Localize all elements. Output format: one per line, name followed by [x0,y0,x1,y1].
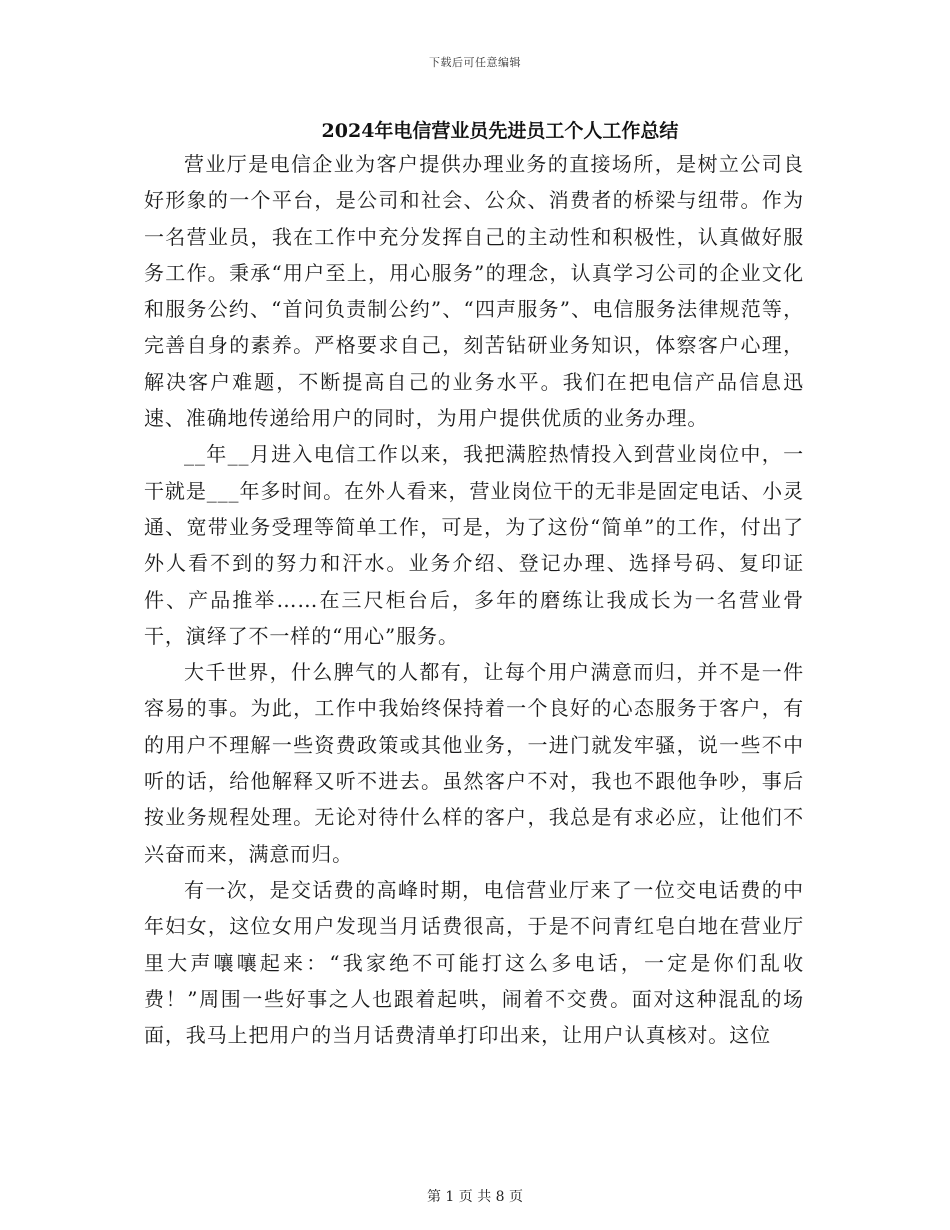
paragraph-2: __年__月进入电信工作以来，我把满腔热情投入到营业岗位中，一干就是___年多时间。在外人看来，营业岗位干的无非是固定电话、小灵通、宽带业务受理等简单工作，可是，为了这份“简单”的工作，付出了外人看不到的努力和汗水。业务介绍、登记办理、选择号码、复印证件、产品推举……在三尺柜台后，多年的磨练让我成长为一名营业骨干，演绎了不一样的“用心”服务。 [144,442,804,648]
paragraph-1: 营业厅是电信企业为客户提供办理业务的直接场所，是树立公司良好形象的一个平台，是公司和社会、公众、消费者的桥梁与纽带。作为一名营业员，我在工作中充分发挥自己的主动性和积极性，认真做好服务工作。秉承“用户至上，用心服务”的理念，认真学习公司的企业文化和服务公约、“首问负责制公约”、“四声服务”、电信服务法律规范等，完善自身的素养。严格要求自己，刻苦钻研业务知识，体察客户心理，解决客户难题，不断提高自己的业务水平。我们在把电信产品信息迅速、准确地传递给用户的同时，为用户提供优质的业务办理。 [144,152,804,431]
document-title: 2024年电信营业员先进员工个人工作总结 [321,120,679,142]
document-body [144,146,804,1053]
page-number-footer: 第 1 页 共 8 页 [426,1189,524,1205]
paragraph-3: 大千世界，什么脾气的人都有，让每个用户满意而归，并不是一件容易的事。为此，工作中我始终保持着一个良好的心态服务于客户，有的用户不理解一些资费政策或其他业务，一进门就发牢骚，说一些不中听的话，给他解释又听不进去。虽然客户不对，我也不跟他争吵，事后按业务规程处理。无论对待什么样的客户，我总是有求必应，让他们不兴奋而来，满意而归。 [144,660,804,866]
paragraph-4: 有一次，是交话费的高峰时期，电信营业厅来了一位交电话费的中年妇女，这位女用户发现当月话费很高，于是不问青红皂白地在营业厅里大声嚷嚷起来：“我家绝不可能打这么多电话，一定是你们乱收费！”周围一些好事之人也跟着起哄，闹着不交费。面对这种混乱的场面，我马上把用户的当月话费清单打印出来，让用户认真核对。这位 [144,877,804,1048]
page-header-note: 下载后可任意编辑 [429,56,521,69]
